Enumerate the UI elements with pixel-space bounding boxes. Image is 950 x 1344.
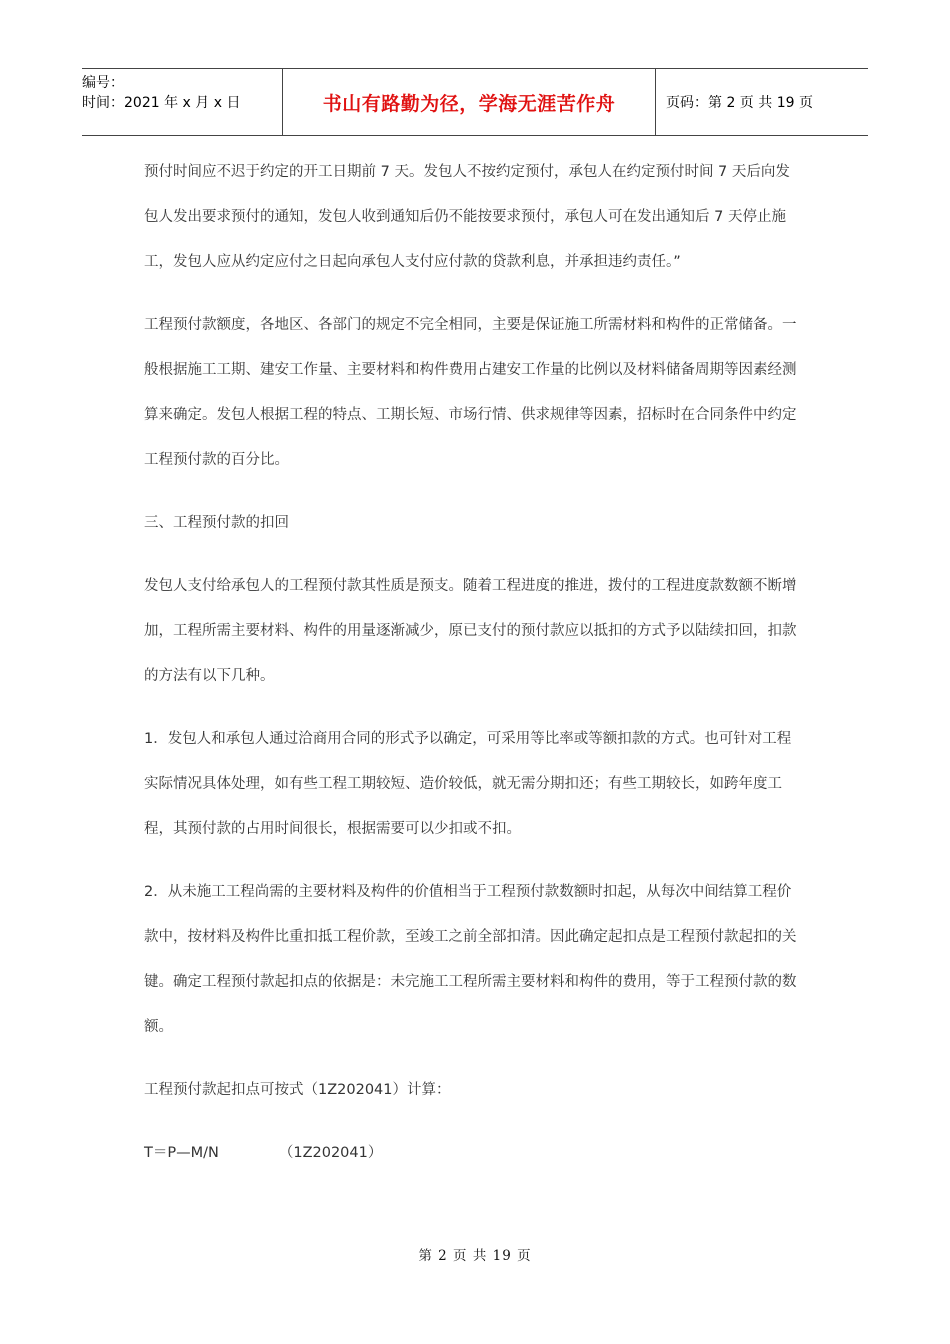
header-page-code: 页码：第 2 页 共 19 页 — [666, 95, 813, 111]
document-number-label: 编号： — [82, 75, 124, 91]
paragraph-deduction-intro: 发包人支付给承包人的工程预付款其性质是预支。随着工程进度的推进，拨付的工程进度款数额不断增加，工程所需主要材料、构件的用量逐渐减少，原已支付的预付款应以抵扣的方式予以陆续扣回，扣款的方法有以下几种。 — [144, 578, 797, 684]
section-heading: 三、工程预付款的扣回 — [144, 515, 289, 531]
formula-line — [144, 1131, 804, 1176]
paragraph-formula-intro: 工程预付款起扣点可按式（1Z202041）计算： — [144, 1082, 451, 1098]
page-footer: 第 2 页 共 19 页 — [418, 1248, 532, 1264]
paragraph-method-2: 2．从未施工工程尚需的主要材料及构件的价值相当于工程预付款数额时扣起，从每次中间结算工程价款中，按材料及构件比重扣抵工程价款，至竣工之前全部扣清。因此确定起扣点是工程预付款起扣的关键。确定工程预付款起扣点的依据是：未完施工工程所需主要材料和构件的费用，等于工程预付款的数额。 — [144, 884, 797, 1035]
page-header — [82, 68, 868, 136]
document-date: 时间：2021 年 x 月 x 日 — [82, 95, 241, 111]
formula-expression: T＝P—M/N — [144, 1145, 219, 1161]
paragraph-prepayment-amount: 工程预付款额度，各地区、各部门的规定不完全相同，主要是保证施工所需材料和构件的正常储备。一般根据施工工期、建安工作量、主要材料和构件费用占建安工作量的比例以及材料储备周期等因素经测算来确定。发包人根据工程的特点、工期长短、市场行情、供求规律等因素，招标时在合同条件中约定工程预付款的百分比。 — [144, 317, 797, 468]
paragraph-method-1: 1．发包人和承包人通过洽商用合同的形式予以确定，可采用等比率或等额扣款的方式。也可针对工程实际情况具体处理，如有些工程工期较短、造价较低，就无需分期扣还；有些工期较长，如跨年度工程，其预付款的占用时间很长，根据需要可以少扣或不扣。 — [144, 731, 792, 837]
document-body — [144, 150, 804, 1176]
formula-reference: （1Z202041） — [278, 1145, 383, 1161]
header-info — [82, 69, 282, 135]
header-motto: 书山有路勤为径，学海无涯苦作舟 — [282, 69, 656, 135]
paragraph-prepayment-time: 预付时间应不迟于约定的开工日期前 7 天。发包人不按约定预付，承包人在约定预付时间 7 天后向发包人发出要求预付的通知，发包人收到通知后仍不能按要求预付，承包人可在发出通知后 7 天停止施工，发包人应从约定应付之日起向承包人支付应付款的贷款利息，并承担违约责任。” — [144, 164, 790, 270]
